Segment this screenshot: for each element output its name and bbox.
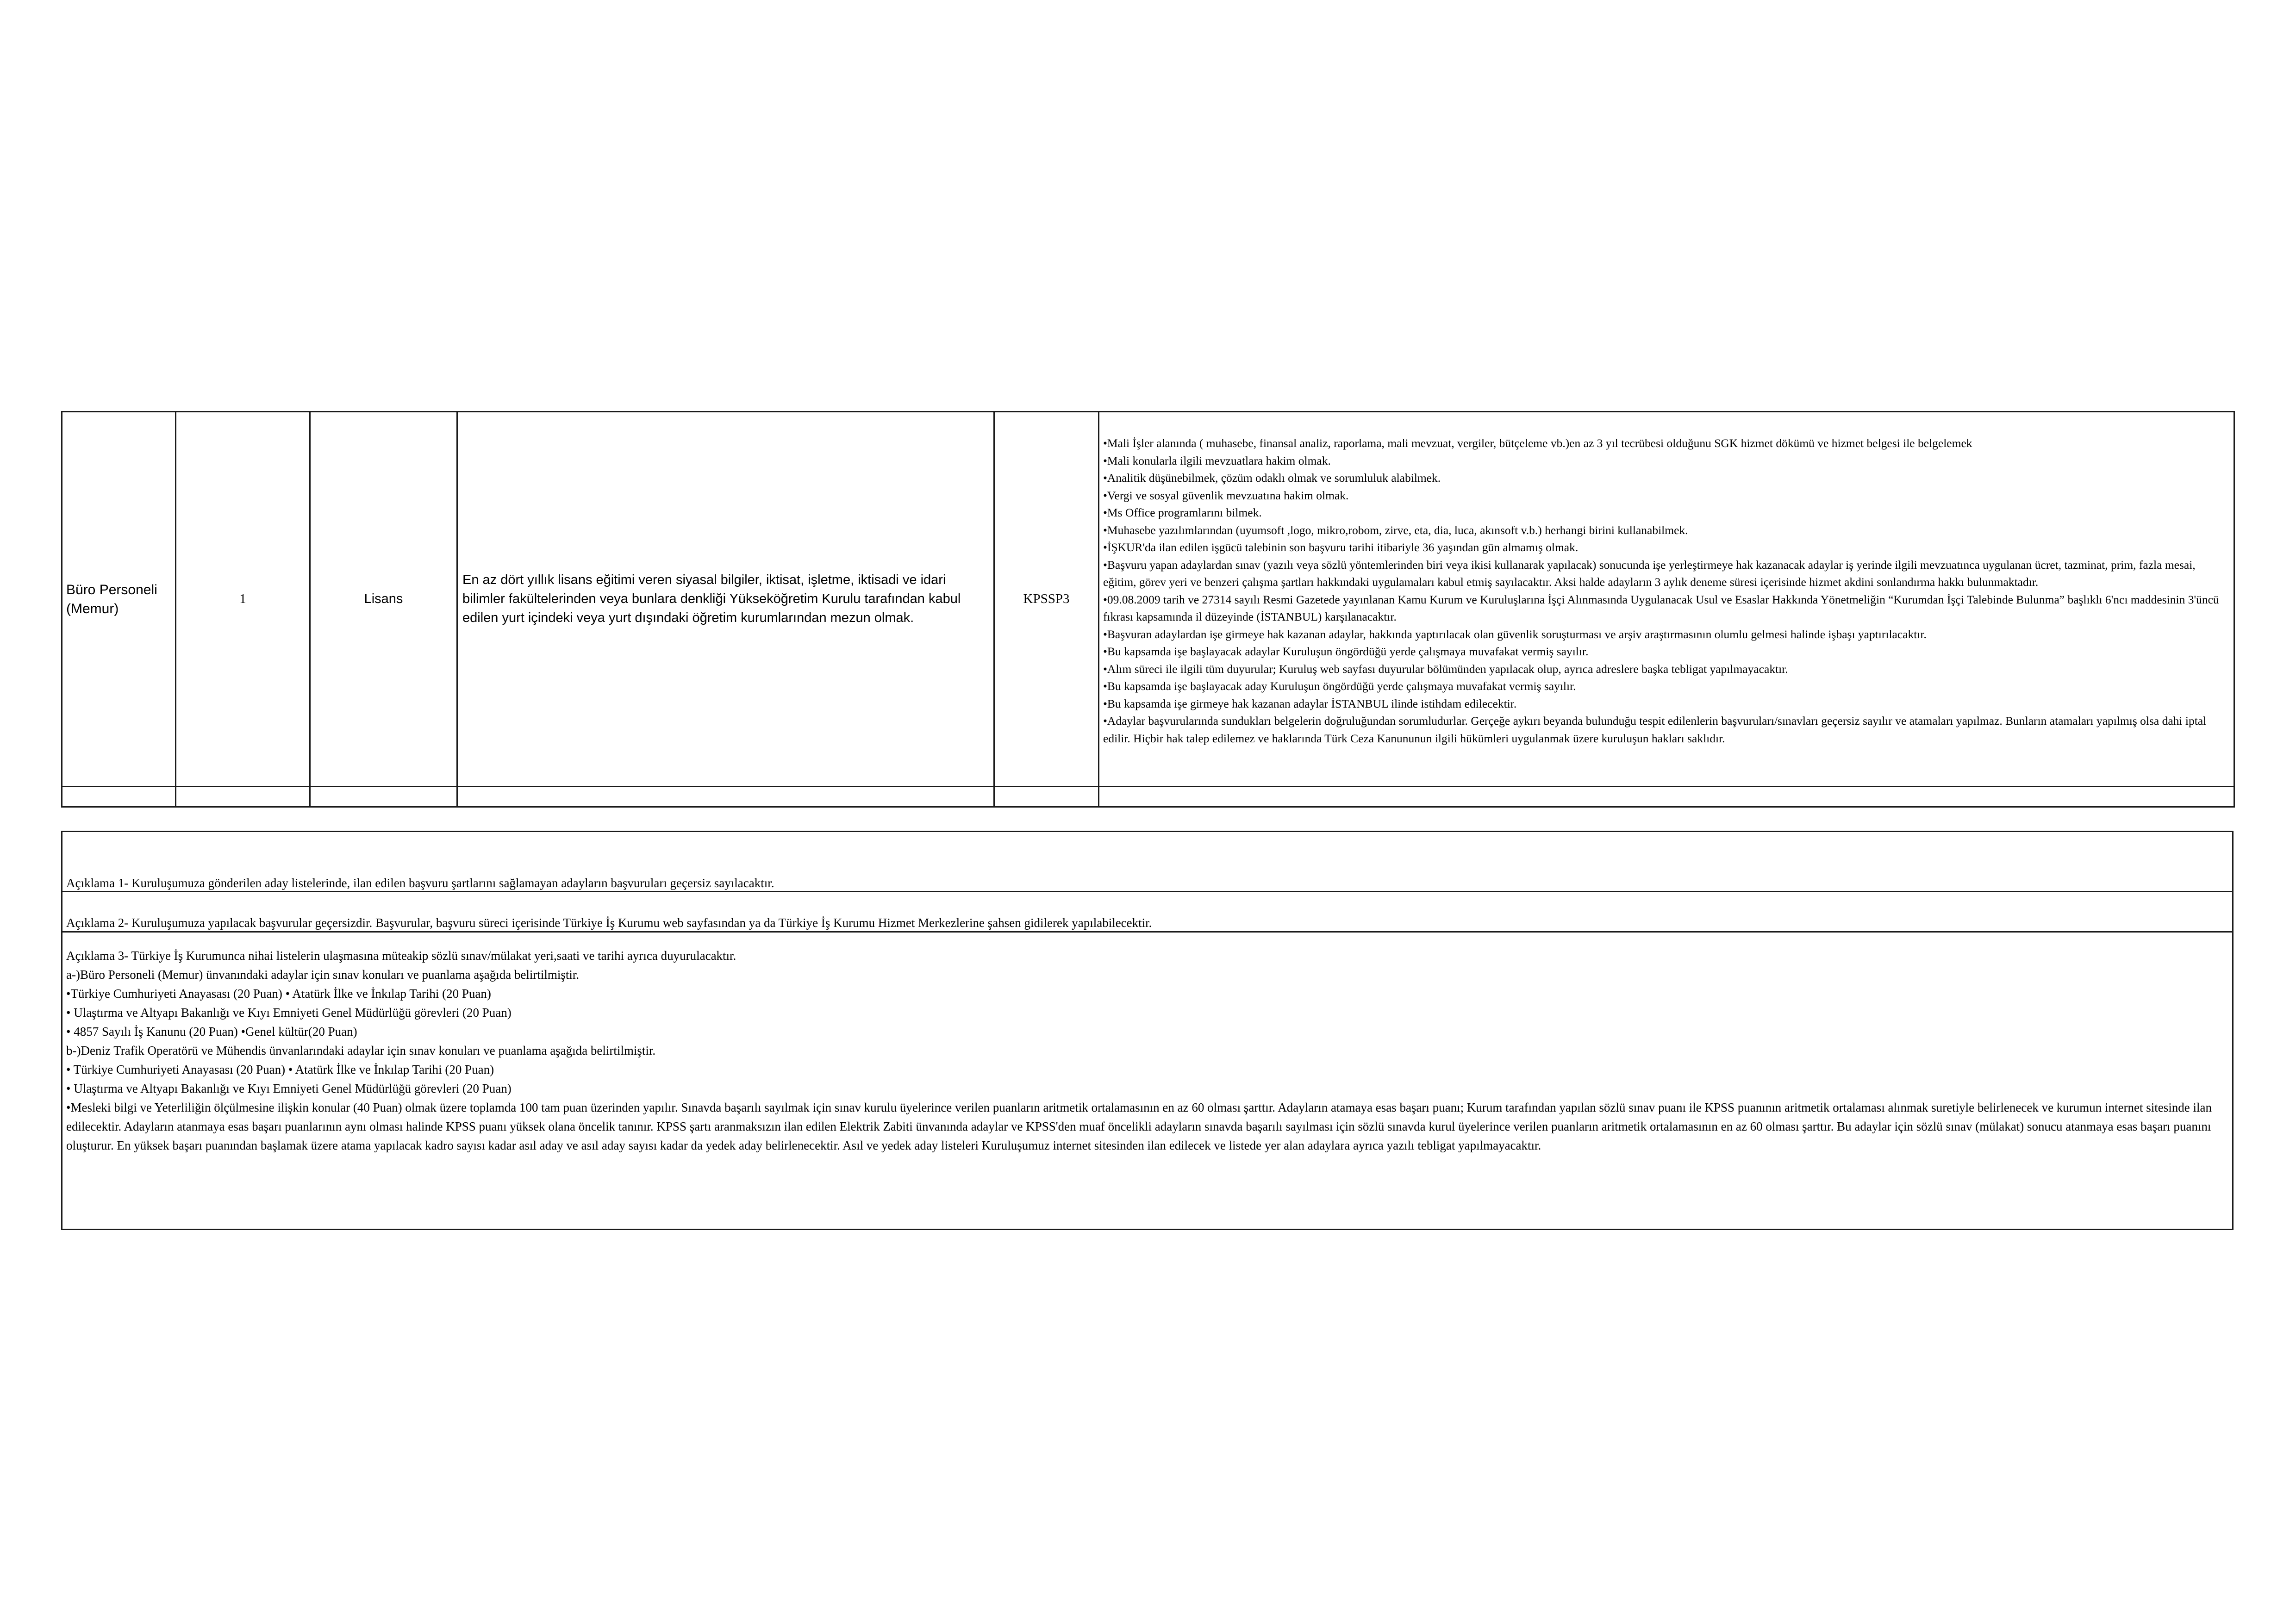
requirement-item: •Vergi ve sosyal güvenlik mevzuatına hakim olmak. — [1103, 488, 1349, 502]
requirement-item: •Bu kapsamda işe başlayacak aday Kuruluşun öngördüğü yerde çalışmaya muvafakat vermiş sayılır. — [1103, 679, 1576, 693]
position-table — [61, 411, 2235, 808]
position-count: 1 — [176, 412, 310, 787]
empty-cell — [62, 787, 176, 807]
note-3-line: a-)Büro Personeli (Memur) ünvanındaki adaylar için sınav konuları ve puanlama aşağıda belirtilmiştir. — [66, 968, 580, 982]
requirement-item: •09.08.2009 tarih ve 27314 sayılı Resmi Gazetede yayınlanan Kamu Kurum ve Kuruluşlarına İşçi Alınmasında Uygulanacak Usul ve Esaslar Hakkında Yönetmeliğin “Kurumdan İşçi Talebinde Bulunma” başlıklı 6'ncı maddesinin 3'üncü fıkrası kapsamında il düzeyinde (İSTANBUL) karşılanacaktır. — [1103, 592, 2219, 623]
education-requirement: En az dört yıllık lisans eğitimi veren siyasal bilgiler, iktisat, işletme, iktisadi ve idari bilimler fakültelerinden veya bunlara denkliği Yükseköğretim Kurulu tarafından kabul edilen yurt içindeki veya yurt dışındaki öğretim kurumlarından mezun olmak. — [457, 412, 994, 787]
empty-cell — [1099, 787, 2234, 807]
note-3-line: • Türkiye Cumhuriyeti Anayasası (20 Puan) • Atatürk İlke ve İnkılap Tarihi (20 Puan) — [66, 1063, 494, 1076]
requirement-item: •Bu kapsamda işe başlayacak adaylar Kuruluşun öngördüğü yerde çalışmaya muvafakat vermiş sayılır. — [1103, 645, 1589, 658]
position-title-line2: (Memur) — [66, 601, 119, 616]
empty-cell — [176, 787, 310, 807]
empty-cell — [457, 787, 994, 807]
empty-row — [62, 787, 2234, 807]
position-title-cell — [62, 412, 176, 787]
requirement-item: •Bu kapsamda işe girmeye hak kazanan adaylar İSTANBUL ilinde istihdam edilecektir. — [1103, 696, 1517, 710]
position-row — [62, 412, 2234, 787]
requirement-item: •Ms Office programlarını bilmek. — [1103, 506, 1262, 519]
requirement-item: •Başvuran adaylardan işe girmeye hak kazanan adaylar, hakkında yaptırılacak olan güvenlik soruşturması ve arşiv araştırmasının olumlu gelmesi halinde işbaşı yaptırılacaktır. — [1103, 627, 1927, 641]
requirement-item: •Analitik düşünebilmek, çözüm odaklı olmak ve sorumluluk alabilmek. — [1103, 471, 1441, 485]
note-row — [62, 832, 2233, 892]
note-3-line: b-)Deniz Trafik Operatörü ve Mühendis ünvanlarındaki adaylar için sınav konuları ve puanlama aşağıda belirtilmiştir. — [66, 1044, 656, 1057]
note-row — [62, 932, 2233, 1230]
requirement-item: •Mali konularla ilgili mevzuatlara hakim olmak. — [1103, 454, 1331, 467]
requirement-item: •Muhasebe yazılımlarından (uyumsoft ,logo, mikro,robom, zirve, eta, dia, luca, akınsoft v.b.) herhangi birini kullanabilmek. — [1103, 523, 1688, 537]
requirement-item: •Başvuru yapan adaylardan sınav (yazılı veya sözlü yöntemlerinden biri veya ikisi kullanarak yapılacak) sonucunda işe yerleştirmeye hak kazanacak adaylar iş yerinde ilgili mevzuatınca uygulanan ücret, tazminat, prim, fazla mesai, eğitim, görev yeri ve benzeri çalışma şartları hakkındaki uygulamaları kabul etmiş sayılacaktır. Aksi halde adayların 3 aylık deneme süresi içerisinde hizmet akdini sonlandırma hakkı bulunmaktadır. — [1103, 558, 2196, 589]
requirement-item: •İŞKUR'da ilan edilen işgücü talebinin son başvuru tarihi itibariyle 36 yaşından gün almamış olmak. — [1103, 541, 1578, 554]
education-level: Lisans — [310, 412, 457, 787]
empty-cell — [310, 787, 457, 807]
note-3-line: Açıklama 3- Türkiye İş Kurumunca nihai listelerin ulaşmasına müteakip sözlü sınav/mülakat yeri,saati ve tarihi ayrıca duyurulacaktır. — [66, 949, 736, 963]
requirements-cell — [1099, 412, 2234, 787]
note-3-line: • Ulaştırma ve Altyapı Bakanlığı ve Kıyı Emniyeti Genel Müdürlüğü görevleri (20 Puan) — [66, 1006, 512, 1020]
note-3-paragraph: •Mesleki bilgi ve Yeterliliğin ölçülmesine ilişkin konular (40 Puan) olmak üzere toplamda 100 tam puan üzerinden yapılır. Sınavda başarılı sayılmak için sınav kurulu üyelerince verilen puanların aritmetik ortalamasının en az 60 olması şarttır. Adayların atamaya esas başarı puanı; Kurum tarafından yapılan sözlü sınav puanı ile KPSS puanının aritmetik ortalaması alınmak suretiyle belirlenecek ve kurumun internet sitesinde ilan edilecektir. Adayların atanmaya esas başarı puanlarının aynı olması halinde KPSS puanı yüksek olana öncelik tanınır. KPSS şartı aranmaksızın ilan edilen Elektrik Zabiti ünvanında adaylar ve KPSS'den muaf öncelikli adayların sınavda başarılı sayılması için sözlü sınavda kurul üyelerince verilen puanların aritmetik ortalamasının en az 60 olması şarttır. Bu adaylar için sözlü sınav (mülakat) sonucu atanmaya esas başarı puanını oluşturur. En yüksek başarı puanından başlamak üzere atama yapılacak kadro sayısı kadar asıl aday ve asıl aday sayısı kadar da yedek aday belirlenecektir. Asıl ve yedek aday listeleri Kuruluşumuz internet sitesinden ilan edilecek ve listede yer alan adaylara ayrıca yazılı tebligat yapılmayacaktır. — [66, 1101, 2212, 1152]
note-1: Açıklama 1- Kuruluşumuza gönderilen aday listelerinde, ilan edilen başvuru şartlarını sağlamayan adayların başvuruları geçersiz sayılacaktır. — [62, 832, 2233, 892]
requirement-item: •Mali İşler alanında ( muhasebe, finansal analiz, raporlama, mali mevzuat, vergiler, bütçeleme vb.)en az 3 yıl tecrübesi olduğunu SGK hizmet dökümü ve hizmet belgesi ile belgelemek — [1103, 436, 1972, 450]
note-row — [62, 892, 2233, 932]
exam-score-type: KPSSP3 — [994, 412, 1099, 787]
requirement-item: •Alım süreci ile ilgili tüm duyurular; Kuruluş web sayfası duyurular bölümünden yapılacak olup, ayrıca adreslere başka tebligat yapılmayacaktır. — [1103, 662, 1788, 676]
note-3 — [62, 932, 2233, 1230]
note-3-line: •Türkiye Cumhuriyeti Anayasası (20 Puan) • Atatürk İlke ve İnkılap Tarihi (20 Puan) — [66, 987, 491, 1001]
note-3-line: • Ulaştırma ve Altyapı Bakanlığı ve Kıyı Emniyeti Genel Müdürlüğü görevleri (20 Puan) — [66, 1082, 512, 1095]
empty-cell — [994, 787, 1099, 807]
position-title-line1: Büro Personeli — [66, 582, 157, 597]
requirement-item: •Adaylar başvurularında sundukları belgelerin doğruluğundan sorumludurlar. Gerçeğe aykırı beyanda bulunduğu tespit edilenlerin başvuruları/sınavları geçersiz sayılır ve atamaları yapılmaz. Bunların atamaları yapılmış olsa dahi iptal edilir. Hiçbir hak talep edilemez ve haklarında Türk Ceza Kanununun ilgili hükümleri uygulanmak üzere kuruluşun hakları saklıdır. — [1103, 714, 2207, 745]
note-2: Açıklama 2- Kuruluşumuza yapılacak başvurular geçersizdir. Başvurular, başvuru süreci içerisinde Türkiye İş Kurumu web sayfasından ya da Türkiye İş Kurumu Hizmet Merkezlerine şahsen gidilerek yapılabilecektir. — [62, 892, 2233, 932]
notes-table — [61, 831, 2234, 1230]
note-3-line: • 4857 Sayılı İş Kanunu (20 Puan) •Genel kültür(20 Puan) — [66, 1025, 357, 1038]
